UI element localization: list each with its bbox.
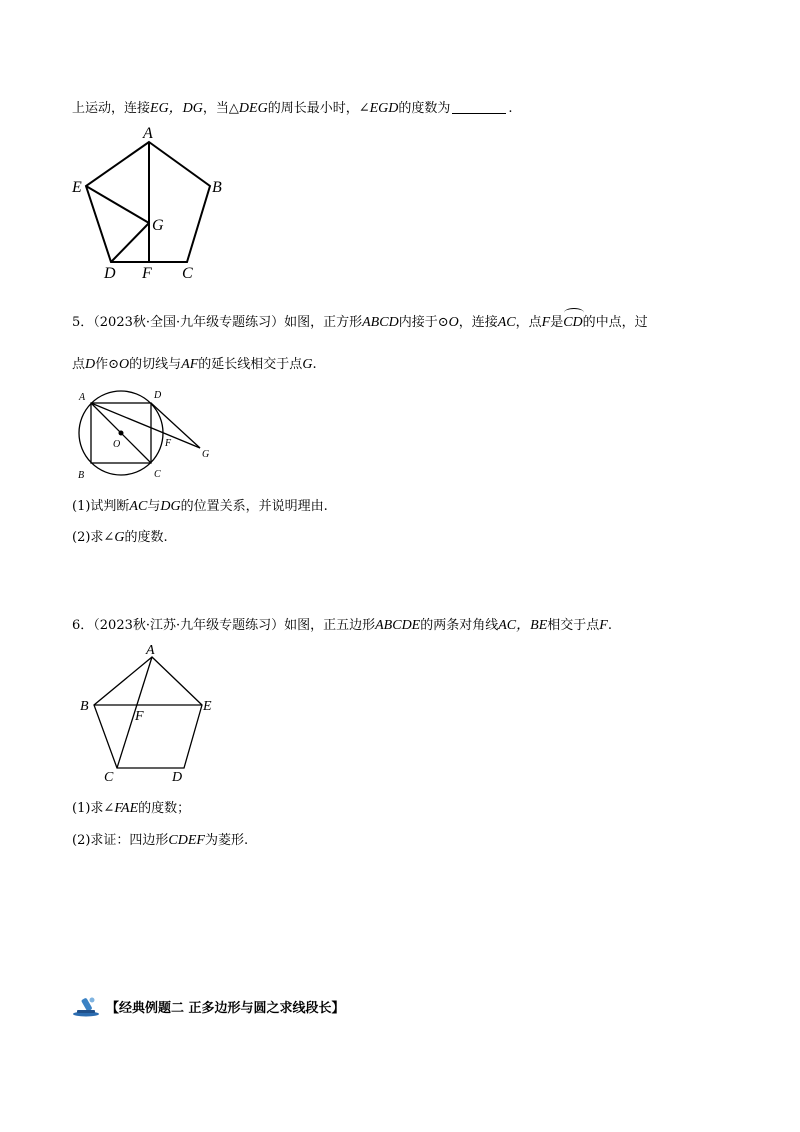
label-E: E xyxy=(72,179,82,196)
section-title: 【经典例题二 正多边形与圆之求线段长】 xyxy=(106,1000,345,1016)
label-B: B xyxy=(78,470,85,481)
q6-pentagon-figure xyxy=(72,640,232,785)
answer-blank xyxy=(452,100,506,114)
label-F: F xyxy=(135,709,144,724)
segment-dg xyxy=(111,223,149,262)
label-C: C xyxy=(104,770,114,785)
label-G: G xyxy=(152,217,164,234)
label-A: A xyxy=(143,125,153,142)
label-A: A xyxy=(146,643,155,658)
q5-stem-line2: 点D作⊙O的切线与AF的延长线相交于点G. xyxy=(72,357,317,372)
q5-part2: (2)求∠G的度数. xyxy=(72,530,168,545)
section-header xyxy=(72,995,345,1017)
label-D: D xyxy=(172,770,183,785)
q4-pentagon-figure xyxy=(66,122,236,282)
label-B: B xyxy=(80,699,89,714)
segment-ag xyxy=(91,403,200,448)
label-D: D xyxy=(104,265,116,282)
q6-part2: (2)求证：四边形CDEF为菱形. xyxy=(72,833,249,848)
label-A: A xyxy=(79,392,86,403)
label-B: B xyxy=(212,179,222,196)
label-G: G xyxy=(202,449,210,460)
q6-stem: 6．（2023秋·江苏·九年级专题练习）如图，正五边形ABCDE的两条对角线AC，BE相交于点F. xyxy=(72,618,612,633)
q5-circle-figure xyxy=(70,384,220,486)
label-D: D xyxy=(154,390,162,401)
segment-dg xyxy=(151,403,200,448)
label-E: E xyxy=(203,699,212,714)
microscope-icon xyxy=(72,995,102,1017)
q5-stem-line1: 5．（2023秋·全国·九年级专题练习）如图，正方形ABCD内接于⊙O，连接AC，点F是 CD的中点，过 xyxy=(72,314,648,332)
q4-text-line: 上运动，连接EG，DG，当△DEG的周长最小时，∠EGD的度数为 . xyxy=(72,101,513,116)
label-C: C xyxy=(154,469,161,480)
label-F: F xyxy=(142,265,152,282)
center-o-point xyxy=(119,431,124,436)
pentagon-abcde xyxy=(94,657,202,768)
label-C: C xyxy=(182,265,193,282)
q5-part1: (1)试判断AC与DG的位置关系，并说明理由. xyxy=(72,499,328,514)
label-F: F xyxy=(165,438,172,449)
arc-cd: CD xyxy=(563,314,582,332)
label-O: O xyxy=(113,439,121,450)
q6-part1: (1)求∠FAE的度数； xyxy=(72,801,191,816)
